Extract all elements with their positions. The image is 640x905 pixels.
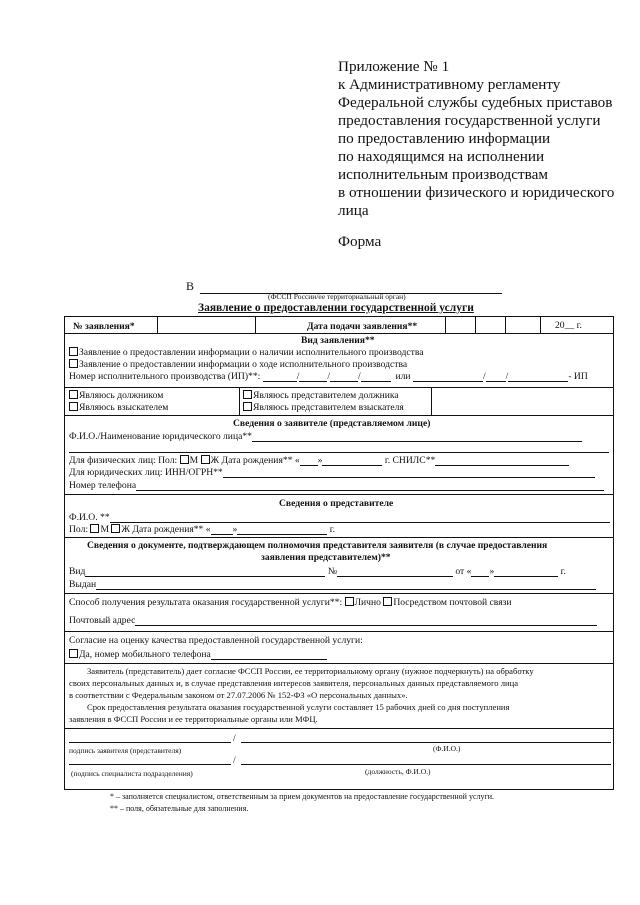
appendix-header: [338, 58, 638, 220]
representative-name-row: Ф.И.О. **: [69, 512, 610, 523]
postal-address-row: Почтовый адрес: [69, 615, 597, 626]
document-kind-field[interactable]: [85, 567, 325, 577]
checkbox[interactable]: [69, 359, 78, 368]
sex-female-checkbox[interactable]: [111, 524, 120, 533]
document-heading: Сведения о документе, подтверждающем полномочия представителя заявителя (в случае предоставления: [87, 540, 548, 551]
header-line: лица: [338, 202, 369, 219]
applicant-signature-caption: подпись заявителя (представителя): [69, 746, 182, 755]
representative-name-field[interactable]: [110, 513, 610, 523]
ip-number-row: Номер исполнительного производства (ИП)**: / / / или / / - ИП: [69, 371, 588, 382]
sex-male-checkbox[interactable]: [180, 455, 189, 464]
consent-checkbox[interactable]: [69, 649, 78, 658]
representative-heading: Сведения о представителе: [279, 498, 394, 509]
dob-day-field[interactable]: [211, 525, 233, 535]
request-option-existence[interactable]: Заявление о предоставлении информации о наличии исполнительного производства: [69, 347, 424, 358]
signature-slash: /: [233, 755, 236, 766]
submission-date-label: Дата подачи заявления**: [307, 321, 418, 332]
addressee-caption: (ФССП России/ее территориальный орган): [268, 292, 406, 301]
agreement-text: своих персональных данных и, в случае представления интересов заявителя, персональных данных представляемого лица: [69, 678, 519, 688]
specialist-position-field[interactable]: [241, 755, 611, 765]
consent-yes: Да, номер мобильного телефона: [69, 649, 327, 660]
checkbox[interactable]: [243, 402, 252, 411]
inn-ogrn-field[interactable]: [223, 468, 595, 478]
term-text: заявления в ФССП России и ее территориальные органы или МФЦ.: [69, 714, 318, 724]
applicant-phone-row: Номер телефона: [69, 480, 604, 491]
applicant-name-field-2[interactable]: [69, 443, 609, 453]
checkbox[interactable]: [69, 390, 78, 399]
dob-day-field[interactable]: [300, 456, 318, 466]
ip-field[interactable]: [299, 372, 327, 382]
role-creditor[interactable]: Являюсь взыскателем: [69, 402, 168, 413]
document-heading-2: заявления представителем)**: [261, 552, 391, 563]
ip-alt-field[interactable]: [413, 372, 483, 382]
applicant-phys-row: Для физических лиц: Пол: М Ж Дата рождения** « » г. СНИЛС**: [69, 455, 569, 466]
checkbox[interactable]: [69, 347, 78, 356]
applicant-fio-field[interactable]: [241, 733, 611, 743]
ip-field[interactable]: [361, 372, 391, 382]
document-month-field[interactable]: [494, 567, 558, 577]
application-number-label: № заявления*: [73, 321, 135, 332]
ip-alt-field[interactable]: [508, 372, 568, 382]
document-issued-row: Выдан: [69, 579, 596, 590]
applicant-name-field[interactable]: [252, 432, 582, 442]
snils-field[interactable]: [435, 456, 569, 466]
delivery-row: Способ получения результата оказания государственной услуги**: Лично Посредством почтовой связи: [69, 597, 512, 608]
ip-field[interactable]: [330, 372, 358, 382]
addressee-prefix: В: [186, 279, 195, 293]
header-line: исполнительным производствам: [338, 166, 548, 183]
sex-female-checkbox[interactable]: [201, 455, 210, 464]
submission-year[interactable]: 20__ г.: [555, 320, 582, 331]
footnote-1: * – заполняется специалистом, ответственным за прием документов на предоставление государственной услуги.: [110, 792, 495, 801]
agreement-text: Заявитель (представитель) дает согласие ФССП России, ее территориальному органу (нужное подчеркнуть) на обработку: [87, 666, 534, 676]
header-line: Приложение № 1: [338, 58, 450, 75]
application-form: [64, 316, 614, 790]
checkbox[interactable]: [243, 390, 252, 399]
ip-alt-field[interactable]: [486, 372, 506, 382]
ip-field[interactable]: [263, 372, 297, 382]
header-line: к Административному регламенту: [338, 76, 561, 93]
document-day-field[interactable]: [471, 567, 489, 577]
document-number-field[interactable]: [337, 567, 453, 577]
header-line: Федеральной службы судебных приставов: [338, 94, 613, 111]
request-option-progress[interactable]: Заявление о предоставлении информации о ходе исполнительного производства: [69, 359, 407, 370]
delivery-post-checkbox[interactable]: [383, 597, 392, 606]
consent-label: Согласие на оценку качества предоставленной государственной услуги:: [69, 635, 363, 646]
document-issued-field[interactable]: [96, 580, 596, 590]
header-line: в отношении физического и юридического: [338, 184, 615, 201]
sex-male-checkbox[interactable]: [90, 524, 99, 533]
role-debtor[interactable]: Являюсь должником: [69, 390, 163, 401]
dob-month-field[interactable]: [237, 525, 327, 535]
phone-field[interactable]: [136, 481, 604, 491]
term-text: Срок предоставления результата оказания государственной услуги составляет 15 рабочих дней со дня поступления: [87, 702, 510, 712]
fio-caption: (Ф.И.О.): [433, 744, 461, 753]
applicant-heading: Сведения о заявителе (представляемом лице): [233, 418, 431, 429]
position-caption: (должность, Ф.И.О.): [365, 767, 431, 776]
footnote-2: ** – поля, обязательные для заполнения.: [110, 804, 249, 813]
header-line: по предоставлению информации: [338, 130, 551, 147]
header-line: по находящимся на исполнении: [338, 148, 545, 165]
agreement-text: в соответствии с Федеральным законом от 27.07.2006 № 152-ФЗ «О персональных данных».: [69, 690, 408, 700]
applicant-legal-row: Для юридических лиц: ИНН/ОГРН**: [69, 467, 595, 478]
dob-month-field[interactable]: [322, 456, 382, 466]
role-rep-creditor[interactable]: Являюсь представителем взыскателя: [243, 402, 404, 413]
checkbox[interactable]: [69, 402, 78, 411]
applicant-signature-field[interactable]: [69, 733, 231, 743]
request-type-heading: Вид заявления**: [301, 335, 375, 346]
signature-slash: /: [233, 733, 236, 744]
representative-sex-row: Пол: М Ж Дата рождения** « » г.: [69, 524, 336, 535]
document-kind-row: Вид № от « » г.: [69, 566, 566, 577]
specialist-signature-caption: (подпись специалиста подразделения): [71, 769, 193, 778]
delivery-personal-checkbox[interactable]: [345, 597, 354, 606]
role-rep-debtor[interactable]: Являюсь представителем должника: [243, 390, 399, 401]
header-line: предоставления государственной услуги: [338, 112, 601, 129]
postal-address-field[interactable]: [135, 616, 597, 626]
application-title: Заявление о предоставлении государственной услуги: [198, 302, 474, 314]
applicant-name-row: Ф.И.О./Наименование юридического лица**: [69, 431, 582, 442]
specialist-signature-field[interactable]: [69, 755, 231, 765]
form-label: Форма: [338, 233, 382, 250]
mobile-phone-field[interactable]: [211, 650, 327, 660]
